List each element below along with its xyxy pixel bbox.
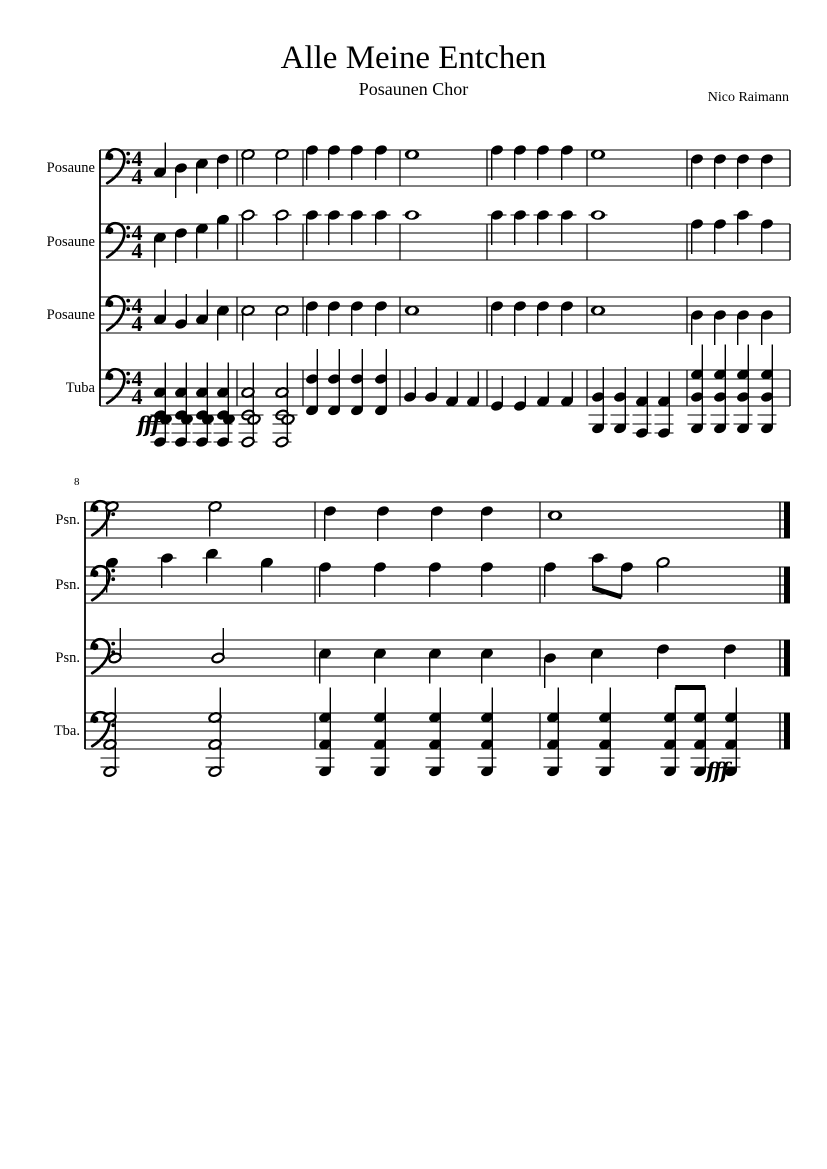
staff-label: Tuba: [65, 380, 95, 396]
staff-label: Psn.: [55, 577, 80, 593]
svg-text:4: 4: [131, 366, 143, 391]
piece-subtitle: Posaunen Chor: [358, 79, 469, 99]
svg-text:4: 4: [131, 238, 143, 263]
svg-text:4: 4: [131, 164, 143, 189]
piece-title: Alle Meine Entchen: [280, 40, 547, 76]
staff-label: Posaune: [46, 234, 95, 250]
svg-text:4: 4: [131, 220, 143, 245]
measure-number: 8: [74, 476, 80, 488]
staff-label: Posaune: [46, 160, 95, 176]
svg-text:4: 4: [131, 384, 143, 409]
staff-label: Psn.: [55, 512, 80, 528]
svg-text:4: 4: [131, 146, 143, 171]
composer-name: Nico Raimann: [707, 90, 789, 105]
dynamic-marking: fff: [706, 758, 728, 783]
dynamic-marking: fff: [137, 412, 159, 437]
svg-text:4: 4: [131, 311, 143, 336]
staff-label: Posaune: [46, 307, 95, 323]
svg-text:4: 4: [131, 293, 143, 318]
staff-label: Tba.: [53, 723, 80, 739]
staff-label: Psn.: [55, 650, 80, 666]
